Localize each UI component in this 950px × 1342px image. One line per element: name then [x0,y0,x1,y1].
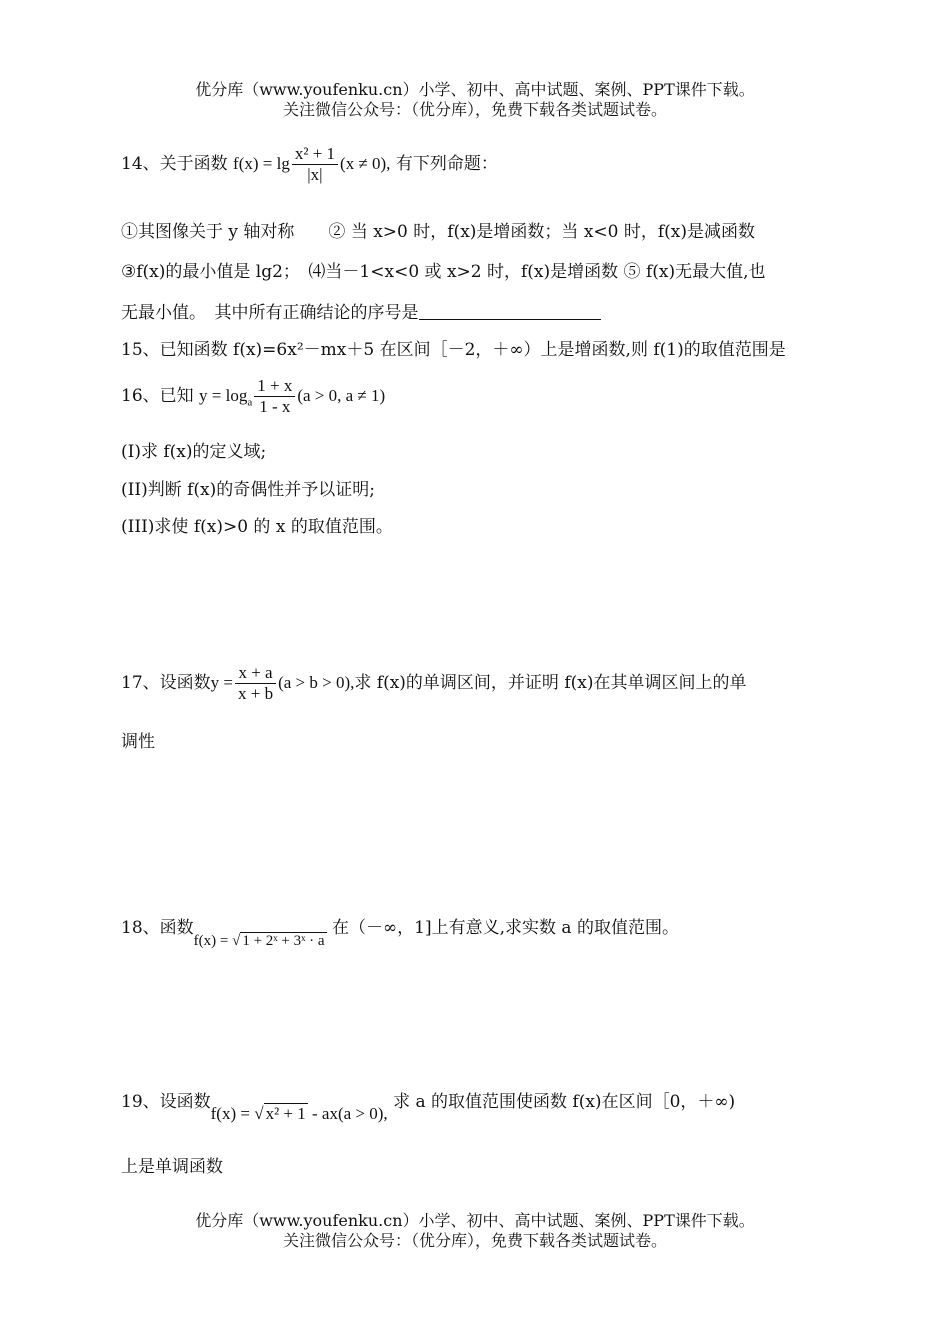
answer-blank[interactable] [419,301,601,320]
q14-condition: (x ≠ 0), [340,154,391,173]
q19-line-2: 上是单调函数 [121,1157,223,1177]
q17-line-2: 调性 [121,732,155,752]
q16-part-2: (II)判断 f(x)的奇偶性并予以证明; [121,480,375,500]
footer-line-2: 关注微信公众号：（优分库），免费下载各类试题试卷。 [282,1231,667,1250]
question-18 [121,917,679,949]
q17-lhs: y = [210,673,233,692]
question-19 [121,1091,736,1123]
q19-rest: - ax(a > 0), [307,1104,388,1123]
question-15: 15、已知函数 f(x)=6x²－mx＋5 在区间［－2，＋∞）上是增函数,则 f(1)的取值范围是 [121,340,786,360]
question-16 [121,376,385,417]
q17-prefix: 17、设函数 [121,673,211,693]
q17-condition: (a > b > 0), [278,673,355,692]
question-14 [121,144,498,185]
q17-numerator: x + a [235,663,276,684]
q16-part-3: (III)求使 f(x)>0 的 x 的取值范围。 [121,517,393,537]
q14-suffix: 有下列命题： [395,154,498,174]
header-line-1: 优分库（www.youfenku.cn）小学、初中、高中试题、案例、PPT课件下载。 [195,80,755,99]
q19-suffix: 求 a 的取值范围使函数 f(x)在区间［0，＋∞) [393,1092,736,1112]
q19-formula: f(x) = √ x² + 1 - ax(a > 0), [210,1104,388,1123]
q19-prefix: 19、设函数 [121,1092,211,1112]
q19-lhs: f(x) = [210,1104,255,1123]
q16-fraction [254,376,295,417]
q14-numerator: x² + 1 [292,144,338,165]
q16-base: a [247,396,253,409]
q19-radical: x² + 1 [265,1104,306,1123]
q18-suffix: 在（－∞，1]上有意义,求实数 a 的取值范围。 [331,918,679,938]
q16-lhs: y = log [199,386,248,405]
q14-prefix: 14、关于函数 [121,154,228,174]
q18-radical: 1 + 2ˣ + 3ˣ · a [242,933,325,949]
q14-answer-prompt: 无最小值。 其中所有正确结论的序号是 [121,303,419,323]
footer-line-1: 优分库（www.youfenku.cn）小学、初中、高中试题、案例、PPT课件下载。 [195,1211,755,1230]
q14-options-line-2: ③f(x)的最小值是 lg2； ⑷当－1<x<0 或 x>2 时，f(x)是增函数 ⑤ f(x)无最大值,也 [121,262,766,282]
q14-func-lhs: f(x) = lg [233,154,290,173]
q17-fraction [235,663,276,704]
q16-prefix: 16、已知 [121,386,194,406]
q18-prefix: 18、函数 [121,918,194,938]
q16-condition: (a > 0, a ≠ 1) [297,386,386,405]
q16-numerator: 1 + x [254,376,295,397]
question-17 [121,663,746,704]
q16-part-1: (I)求 f(x)的定义域; [121,442,267,462]
q14-fraction [292,144,338,185]
q18-formula: f(x) = √ 1 + 2ˣ + 3ˣ · a [193,933,325,949]
q18-lhs: f(x) = [193,933,233,949]
q14-answer-line [121,301,601,324]
q17-suffix: 求 f(x)的单调区间，并证明 f(x)在其单调区间上的单 [354,673,747,693]
header-line-2: 关注微信公众号：（优分库），免费下载各类试题试卷。 [282,100,667,119]
q14-options-line-1: ①其图像关于 y 轴对称 ② 当 x>0 时，f(x)是增函数；当 x<0 时，f(x)是减函数 [121,222,756,242]
q14-denominator: |x| [307,165,323,184]
q16-denominator: 1 - x [259,397,291,416]
q17-denominator: x + b [237,684,274,703]
